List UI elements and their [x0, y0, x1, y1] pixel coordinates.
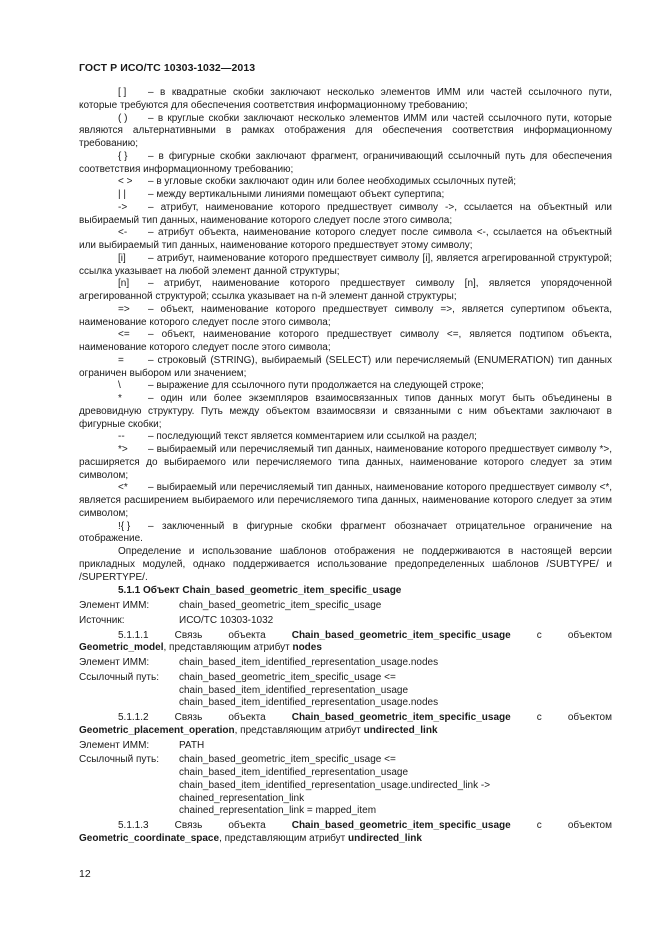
notation-item — [79, 380, 612, 393]
notation-symbol: [i] — [118, 252, 126, 264]
subsection-1 — [79, 630, 612, 711]
word: с — [536, 820, 542, 831]
attribute-name: undirected_link — [363, 724, 438, 736]
notation-description: – атрибут, наименование которого предшествует символу [i], является агрегированной структурой; ссылка указывает на любой элемент данной структуры; — [79, 252, 612, 277]
element-value: chain_based_item_identified_representation_usage.nodes — [179, 657, 439, 668]
subsection-target-line — [79, 642, 612, 655]
word: с — [536, 712, 542, 723]
subsection-number: 5.1.1.2 — [118, 712, 149, 723]
target-entity: Geometric_model — [79, 642, 164, 654]
element-value: PATH — [179, 739, 205, 751]
section-source-row — [79, 615, 612, 628]
notation-symbol: -- — [118, 431, 125, 443]
target-tail: , представляющим атрибут — [219, 832, 349, 844]
notation-symbol: ( ) — [118, 112, 128, 124]
word: Связь — [174, 629, 203, 641]
subsection-number: 5.1.1.3 — [118, 820, 149, 831]
path-label: Ссылочный путь: — [79, 754, 159, 766]
path-line: chained_representation_link — [179, 792, 305, 804]
element-label: Элемент ИММ: — [79, 600, 150, 611]
notation-item — [79, 329, 612, 355]
subsection-heading — [79, 820, 612, 833]
source-label: Источник: — [79, 614, 125, 626]
document-header: ГОСТ Р ИСО/ТС 10303-1032—2013 — [79, 62, 256, 74]
notation-description: – атрибут, наименование которого предшествует символу ->, ссылается на объектный или выбираемый тип данных, наименование которого следует после этого символа; — [79, 201, 612, 226]
notation-symbol: [ ] — [118, 87, 127, 98]
notation-description: – атрибут объекта, наименование которого следует после символа <-, ссылается на объектный или выбираемый тип данных, наименование которого предшествует этому символу; — [79, 227, 612, 251]
source-value: ИСО/ТС 10303-1032 — [179, 614, 274, 626]
notation-list — [79, 87, 612, 546]
notation-description: – последующий текст является комментарием или ссылкой на раздел; — [148, 431, 477, 443]
subsection-target-line — [79, 725, 612, 738]
notation-item — [79, 253, 612, 279]
notation-item — [79, 87, 612, 113]
element-value: chain_based_geometric_item_specific_usage — [179, 600, 382, 611]
reference-path-row — [79, 754, 612, 818]
word: объектом — [567, 629, 612, 641]
subsection-3 — [79, 820, 612, 846]
notation-symbol: <- — [118, 227, 128, 239]
document-body — [79, 87, 612, 846]
path-line: chain_based_item_identified_representation_usage.nodes — [179, 697, 439, 709]
notation-description: – выражение для ссылочного пути продолжается на следующей строке; — [148, 380, 484, 392]
subsection-number: 5.1.1.1 — [118, 629, 149, 641]
section-element-row — [79, 600, 612, 613]
notation-item — [79, 227, 612, 253]
notation-symbol: !{ } — [118, 520, 131, 532]
notation-symbol: \ — [118, 380, 121, 392]
notation-symbol: < > — [118, 176, 133, 188]
target-entity: Geometric_placement_operation — [79, 724, 235, 736]
notation-symbol: [n] — [118, 278, 130, 290]
notation-item — [79, 176, 612, 189]
notation-symbol: <= — [118, 329, 130, 341]
notation-item — [79, 113, 612, 151]
notation-description: – в квадратные скобки заключают несколько элементов ИММ или частей ссылочного пути, которые требуются для обеспечения соответствия информационному требованию; — [79, 87, 612, 111]
word: с — [536, 629, 542, 641]
entity-name: Chain_based_geometric_item_specific_usage — [291, 629, 511, 641]
notation-description: – объект, наименование которого предшествует символу =>, является супертипом объекта, наименование которого следует после этого символа; — [79, 303, 612, 328]
target-tail: , представляющим атрибут — [163, 642, 293, 654]
path-label: Ссылочный путь: — [79, 671, 159, 683]
word: объекта — [228, 820, 266, 831]
notation-description: – один или более экземпляров взаимосвязанных типов данных могут быть объединены в древовидную структуру. Путь между объектом взаимосвязи и связанными с ним объектами заключают в фигурные скобки; — [79, 393, 612, 430]
page-number: 12 — [79, 868, 91, 880]
subsection-target-line — [79, 833, 612, 846]
notation-symbol: -> — [118, 201, 128, 213]
reference-path — [179, 754, 490, 818]
target-tail: , представляющим атрибут — [234, 724, 364, 736]
word: Связь — [174, 820, 203, 831]
notation-symbol: = — [118, 354, 124, 366]
path-line: chain_based_geometric_item_specific_usage <= — [179, 671, 396, 683]
entity-name: Chain_based_geometric_item_specific_usage — [291, 712, 511, 723]
word: объектом — [567, 712, 612, 723]
word: объекта — [228, 712, 266, 723]
subsection-heading — [79, 712, 612, 725]
notation-description: – заключенный в фигурные скобки фрагмент обозначает отрицательное ограничение на отображение. — [79, 520, 612, 545]
notation-item — [79, 355, 612, 381]
path-line: chained_representation_link = mapped_item — [179, 805, 377, 817]
notation-item — [79, 304, 612, 330]
attribute-name: undirected_link — [348, 832, 422, 844]
element-label: Элемент ИММ: — [79, 739, 150, 751]
notation-item — [79, 202, 612, 228]
notation-description: – в круглые скобки заключают несколько элементов ИММ или частей ссылочного пути, которые являются альтернативными в рамках отображения для обеспечения соответствия информационному требованию; — [79, 112, 612, 149]
word: Связь — [174, 712, 203, 723]
notation-symbol: => — [118, 303, 130, 315]
subsection-element-row — [79, 740, 612, 753]
notation-symbol: *> — [118, 444, 128, 455]
notation-symbol: <* — [118, 482, 128, 494]
subsection-2 — [79, 712, 612, 818]
notation-symbol: | | — [118, 189, 126, 200]
notation-symbol: { } — [118, 150, 128, 162]
notation-item — [79, 521, 612, 547]
path-line: chain_based_item_identified_representation_usage.undirected_link -> — [179, 779, 491, 791]
notation-description: – выбираемый или перечисляемый тип данных, наименование которого предшествует символу <*, является расширением выбираемого или перечисляемого типа данных, наименование которого следует за этим символом; — [79, 482, 612, 519]
subsection-heading — [79, 630, 612, 643]
target-entity: Geometric_coordinate_space — [79, 832, 220, 844]
attribute-name: nodes — [292, 642, 322, 654]
notation-description: – строковый (STRING), выбираемый (SELECT) или перечисляемый (ENUMERATION) тип данных ограничен выбором или значением; — [79, 354, 612, 379]
path-line: chain_based_item_identified_representation_usage — [179, 684, 409, 696]
notation-item — [79, 431, 612, 444]
notation-description: – выбираемый или перечисляемый тип данных, наименование которого предшествует символу *>, расширяется до выбираемого или перечисляемого типа данных, наименование которого следует за этим символом; — [79, 444, 612, 481]
element-label: Элемент ИММ: — [79, 657, 150, 668]
notation-description: – в угловые скобки заключают один или более необходимых ссылочных путей; — [148, 176, 517, 188]
notation-description: – в фигурные скобки заключают фрагмент, ограничивающий ссылочный путь для обеспечения соответствия информационному требованию; — [79, 150, 612, 175]
path-line: chain_based_geometric_item_specific_usage <= — [179, 754, 396, 766]
word: объекта — [228, 629, 266, 641]
notation-item — [79, 482, 612, 520]
reference-path-row — [79, 672, 612, 710]
entity-name: Chain_based_geometric_item_specific_usage — [291, 820, 511, 831]
notation-item — [79, 393, 612, 431]
subsection-element-row — [79, 657, 612, 670]
word: объектом — [567, 820, 612, 831]
notation-symbol: * — [118, 393, 122, 404]
notation-description: – атрибут, наименование которого предшествует символу [n], является упорядоченной агрегированной структурой; ссылка указывает на n-й элемент данной структуры; — [79, 278, 612, 302]
notation-item — [79, 444, 612, 482]
path-line: chain_based_item_identified_representation_usage — [179, 767, 409, 778]
notation-description: – между вертикальными линиями помещают объект супертипа; — [148, 189, 445, 200]
notation-item — [79, 189, 612, 202]
notation-item — [79, 151, 612, 177]
reference-path — [179, 672, 438, 710]
notation-description: – объект, наименование которого предшествует символу <=, является подтипом объекта, наименование которого следует после этого символа; — [79, 329, 612, 353]
section-heading: 5.1.1 Объект Chain_based_geometric_item_specific_usage — [118, 585, 402, 597]
notation-item — [79, 278, 612, 304]
closing-paragraph: Определение и использование шаблонов отображения не поддерживаются в настоящей версии прикладных модулей, однако поддерживается использование предопределенных шаблонов /SUBTYPE/ и /SUPERTYPE/. — [79, 546, 612, 583]
